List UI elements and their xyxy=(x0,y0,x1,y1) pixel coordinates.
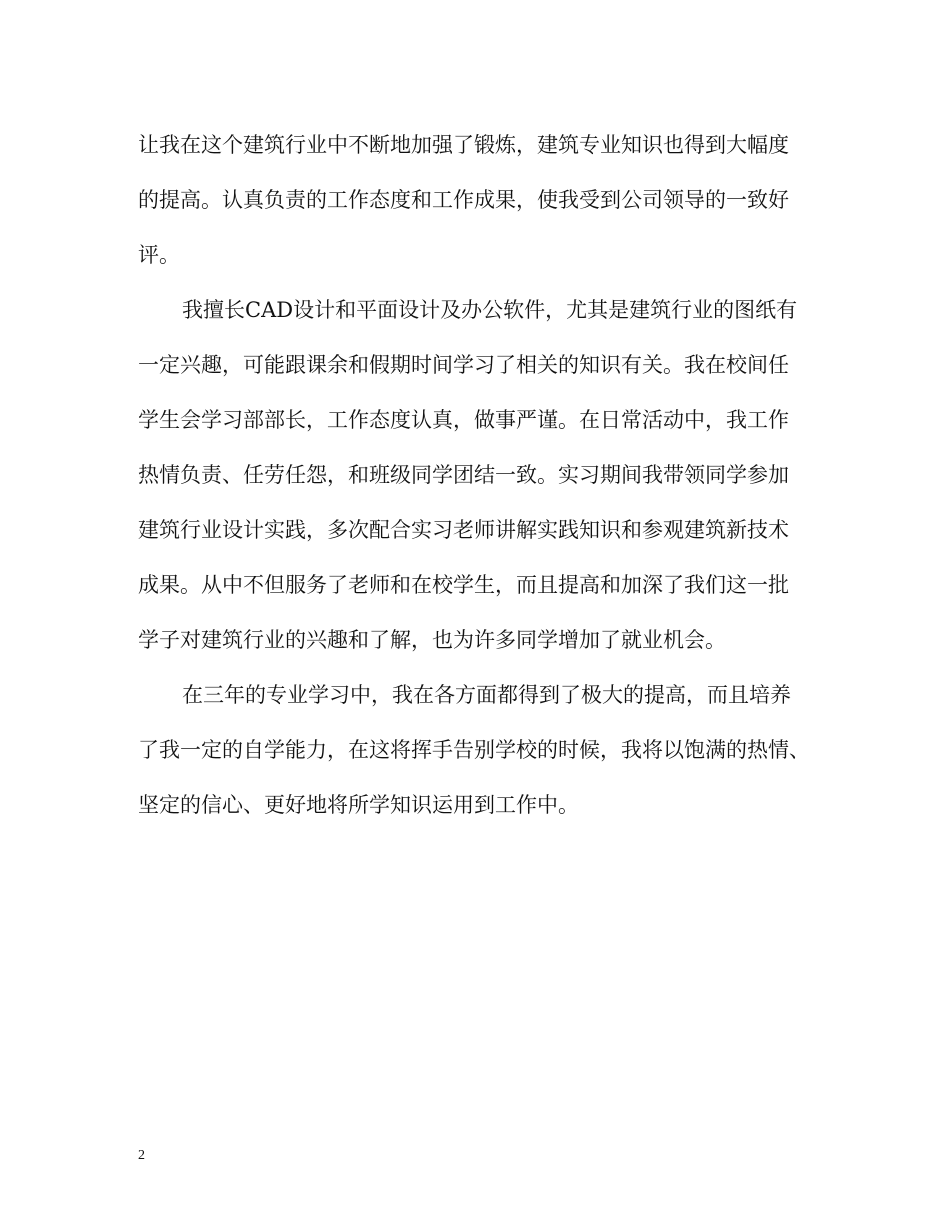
text-line-6: 学生会学习部部长，工作态度认真，做事严谨。在日常活动中，我工作 xyxy=(138,408,789,432)
text-line-10: 学子对建筑行业的兴趣和了解，也为许多同学增加了就业机会。 xyxy=(138,628,726,652)
page-number: 2 xyxy=(138,1148,145,1163)
text-line-9: 成果。从中不但服务了老师和在校学生，而且提高和加深了我们这一批 xyxy=(138,573,789,597)
text-line-5: 一定兴趣，可能跟课余和假期时间学习了相关的知识有关。我在校间任 xyxy=(138,353,789,377)
text-line-4: 我擅长CAD设计和平面设计及办公软件，尤其是建筑行业的图纸有 xyxy=(182,298,798,322)
text-line-1: 让我在这个建筑行业中不断地加强了锻炼，建筑专业知识也得到大幅度 xyxy=(138,133,789,157)
text-line-2: 的提高。认真负责的工作态度和工作成果，使我受到公司领导的一致好 xyxy=(138,188,789,212)
body-text xyxy=(138,121,828,836)
text-line-11: 在三年的专业学习中，我在各方面都得到了极大的提高，而且培养 xyxy=(182,683,791,707)
text-line-12: 了我一定的自学能力，在这将挥手告别学校的时候，我将以饱满的热情、 xyxy=(138,738,810,762)
text-line-8: 建筑行业设计实践，多次配合实习老师讲解实践知识和参观建筑新技术 xyxy=(138,518,789,542)
text-line-3: 评。 xyxy=(138,243,180,267)
text-line-13: 坚定的信心、更好地将所学知识运用到工作中。 xyxy=(138,793,579,817)
text-line-7: 热情负责、任劳任怨，和班级同学团结一致。实习期间我带领同学参加 xyxy=(138,463,789,487)
